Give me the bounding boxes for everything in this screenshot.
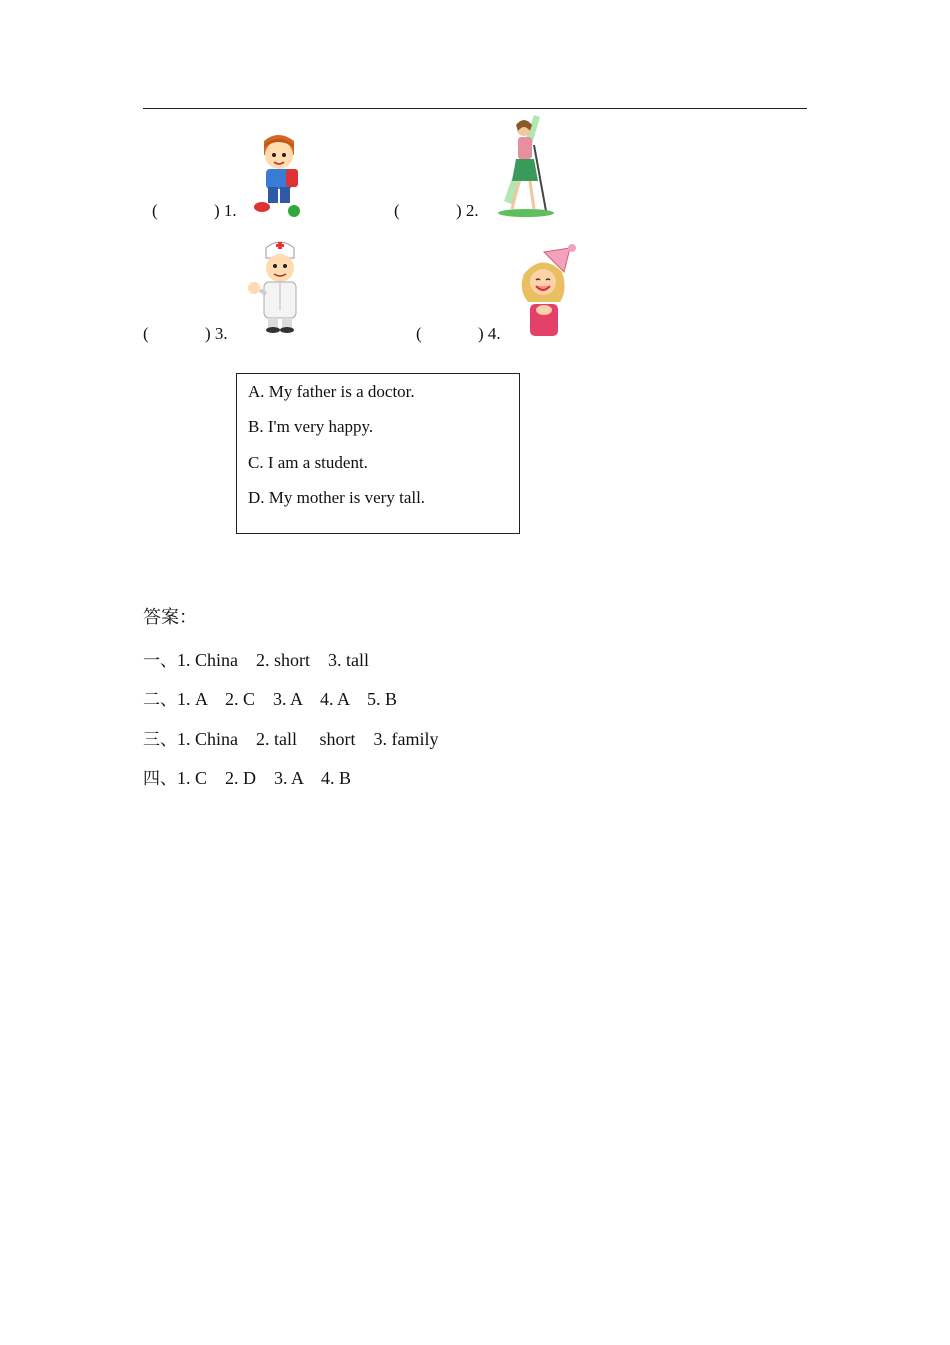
doctor-icon (246, 238, 312, 339)
boy-student-icon (250, 131, 306, 224)
question-1 (152, 201, 237, 221)
tall-woman-icon (494, 115, 558, 224)
answer-section-2: 二、 (143, 690, 177, 710)
answer-section-4: 四、 (143, 769, 177, 789)
question-number-2: ) 2. (456, 201, 479, 220)
answers-title: 答案： (143, 607, 197, 628)
question-3 (143, 324, 228, 344)
answer-section-3: 三、 (143, 730, 177, 750)
option-a: A. My father is a doctor. (248, 382, 415, 401)
option-b: B. I'm very happy. (248, 417, 374, 436)
happy-girl-icon (514, 244, 580, 345)
question-2 (394, 201, 479, 221)
answer-blank-4[interactable]: ( (416, 324, 422, 343)
answer-blank-2[interactable]: ( (394, 201, 400, 220)
answer-line-2 (143, 685, 397, 710)
answer-text-1: 1. China 2. short 3. tall (177, 650, 369, 670)
question-number-4: ) 4. (478, 324, 501, 343)
answer-line-4 (143, 764, 351, 789)
answer-blank-3[interactable]: ( (143, 324, 149, 343)
answer-blank-1[interactable]: ( (152, 201, 158, 220)
options-box (236, 373, 520, 534)
answer-text-3: 1. China 2. tall short 3. family (177, 729, 439, 749)
option-d: D. My mother is very tall. (248, 488, 426, 507)
answer-line-3 (143, 725, 438, 750)
answer-text-2: 1. A 2. C 3. A 4. A 5. B (177, 689, 398, 709)
answer-section-1: 一、 (143, 651, 177, 671)
question-number-3: ) 3. (205, 324, 228, 343)
option-c: C. I am a student. (248, 453, 368, 472)
answer-line-1 (143, 646, 369, 671)
header-rule (143, 108, 807, 109)
question-number-1: ) 1. (214, 201, 237, 220)
answer-text-4: 1. C 2. D 3. A 4. B (177, 768, 352, 788)
question-4 (416, 324, 501, 344)
